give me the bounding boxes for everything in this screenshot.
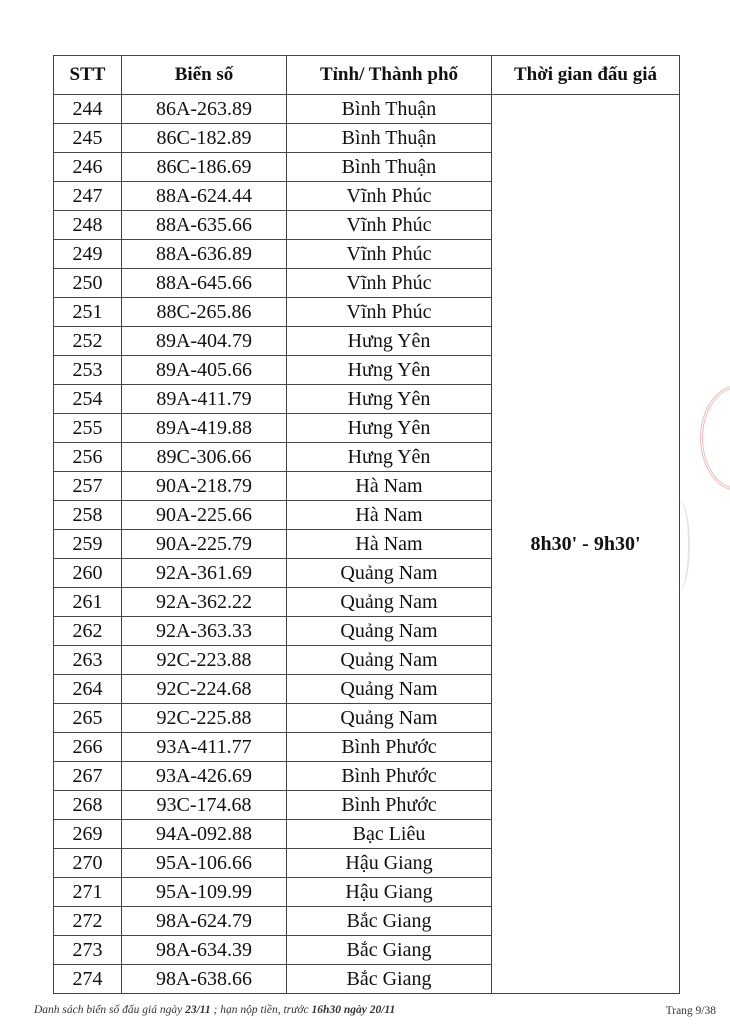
cell-province: Bình Thuận (287, 153, 492, 182)
cell-plate: 88A-636.89 (122, 240, 287, 269)
cell-province: Quảng Nam (287, 704, 492, 733)
cell-stt: 271 (54, 878, 122, 907)
cell-stt: 267 (54, 762, 122, 791)
cell-province: Quảng Nam (287, 588, 492, 617)
cell-province: Bình Phước (287, 762, 492, 791)
cell-plate: 98A-634.39 (122, 936, 287, 965)
table-row (54, 95, 680, 124)
cell-stt: 259 (54, 530, 122, 559)
header-stt: STT (54, 56, 122, 95)
cell-stt: 270 (54, 849, 122, 878)
cell-plate: 95A-109.99 (122, 878, 287, 907)
cell-stt: 269 (54, 820, 122, 849)
red-seal-stamp (700, 385, 730, 491)
header-row (54, 56, 680, 95)
cell-stt: 245 (54, 124, 122, 153)
cell-auction-time: 8h30' - 9h30' (492, 95, 680, 994)
cell-plate: 93A-411.77 (122, 733, 287, 762)
cell-plate: 92A-363.33 (122, 617, 287, 646)
cell-plate: 93C-174.68 (122, 791, 287, 820)
header-auction-time: Thời gian đấu giá (492, 56, 680, 95)
cell-province: Hưng Yên (287, 356, 492, 385)
cell-province: Bạc Liêu (287, 820, 492, 849)
cell-plate: 86C-186.69 (122, 153, 287, 182)
cell-plate: 89A-405.66 (122, 356, 287, 385)
cell-province: Bắc Giang (287, 965, 492, 994)
cell-stt: 254 (54, 385, 122, 414)
cell-stt: 266 (54, 733, 122, 762)
cell-plate: 95A-106.66 (122, 849, 287, 878)
cell-plate: 89A-404.79 (122, 327, 287, 356)
cell-province: Hà Nam (287, 501, 492, 530)
cell-province: Quảng Nam (287, 559, 492, 588)
cell-stt: 273 (54, 936, 122, 965)
cell-stt: 255 (54, 414, 122, 443)
cell-province: Vĩnh Phúc (287, 240, 492, 269)
cell-province: Hậu Giang (287, 849, 492, 878)
cell-stt: 252 (54, 327, 122, 356)
footer-text-2: ; hạn nộp tiền, trước (210, 1004, 312, 1016)
cell-plate: 98A-624.79 (122, 907, 287, 936)
cell-plate: 90A-218.79 (122, 472, 287, 501)
cell-province: Bình Phước (287, 791, 492, 820)
footer-note (34, 1004, 395, 1016)
cell-province: Hưng Yên (287, 414, 492, 443)
cell-stt: 261 (54, 588, 122, 617)
cell-stt: 249 (54, 240, 122, 269)
cell-stt: 258 (54, 501, 122, 530)
cell-plate: 86A-263.89 (122, 95, 287, 124)
cell-province: Vĩnh Phúc (287, 182, 492, 211)
cell-stt: 264 (54, 675, 122, 704)
cell-plate: 98A-638.66 (122, 965, 287, 994)
cell-stt: 256 (54, 443, 122, 472)
cell-province: Quảng Nam (287, 617, 492, 646)
cell-province: Hậu Giang (287, 878, 492, 907)
cell-province: Bắc Giang (287, 936, 492, 965)
cell-plate: 90A-225.79 (122, 530, 287, 559)
cell-province: Vĩnh Phúc (287, 298, 492, 327)
cell-plate: 92A-362.22 (122, 588, 287, 617)
table-body (54, 95, 680, 994)
cell-province: Hưng Yên (287, 327, 492, 356)
cell-plate: 89C-306.66 (122, 443, 287, 472)
cell-province: Vĩnh Phúc (287, 211, 492, 240)
cell-stt: 265 (54, 704, 122, 733)
cell-province: Bình Thuận (287, 95, 492, 124)
cell-plate: 92C-224.68 (122, 675, 287, 704)
footer-date: 23/11 (185, 1004, 211, 1016)
cell-stt: 274 (54, 965, 122, 994)
cell-province: Quảng Nam (287, 646, 492, 675)
cell-province: Bình Thuận (287, 124, 492, 153)
cell-province: Quảng Nam (287, 675, 492, 704)
cell-stt: 251 (54, 298, 122, 327)
cell-stt: 272 (54, 907, 122, 936)
cell-plate: 88A-624.44 (122, 182, 287, 211)
cell-plate: 89A-411.79 (122, 385, 287, 414)
cell-stt: 268 (54, 791, 122, 820)
cell-province: Vĩnh Phúc (287, 269, 492, 298)
cell-plate: 88C-265.86 (122, 298, 287, 327)
cell-plate: 88A-645.66 (122, 269, 287, 298)
page-number: Trang 9/38 (665, 1005, 716, 1017)
cell-province: Bắc Giang (287, 907, 492, 936)
cell-province: Hưng Yên (287, 443, 492, 472)
header-plate: Biển số (122, 56, 287, 95)
cell-plate: 86C-182.89 (122, 124, 287, 153)
cell-stt: 262 (54, 617, 122, 646)
cell-stt: 247 (54, 182, 122, 211)
cell-province: Bình Phước (287, 733, 492, 762)
cell-stt: 246 (54, 153, 122, 182)
cell-plate: 94A-092.88 (122, 820, 287, 849)
cell-stt: 253 (54, 356, 122, 385)
cell-stt: 244 (54, 95, 122, 124)
footer-text-1: Danh sách biển số đấu giá ngày (34, 1004, 186, 1016)
cell-plate: 93A-426.69 (122, 762, 287, 791)
cell-province: Hưng Yên (287, 385, 492, 414)
cell-plate: 88A-635.66 (122, 211, 287, 240)
cell-stt: 260 (54, 559, 122, 588)
cell-plate: 89A-419.88 (122, 414, 287, 443)
cell-stt: 250 (54, 269, 122, 298)
cell-plate: 92C-225.88 (122, 704, 287, 733)
signature-mark (668, 500, 690, 590)
cell-province: Hà Nam (287, 530, 492, 559)
cell-plate: 90A-225.66 (122, 501, 287, 530)
plate-auction-table (53, 55, 680, 994)
cell-plate: 92C-223.88 (122, 646, 287, 675)
cell-province: Hà Nam (287, 472, 492, 501)
footer-deadline: 16h30 ngày 20/11 (311, 1004, 396, 1016)
cell-stt: 248 (54, 211, 122, 240)
cell-stt: 257 (54, 472, 122, 501)
cell-plate: 92A-361.69 (122, 559, 287, 588)
header-province: Tỉnh/ Thành phố (287, 56, 492, 95)
cell-stt: 263 (54, 646, 122, 675)
